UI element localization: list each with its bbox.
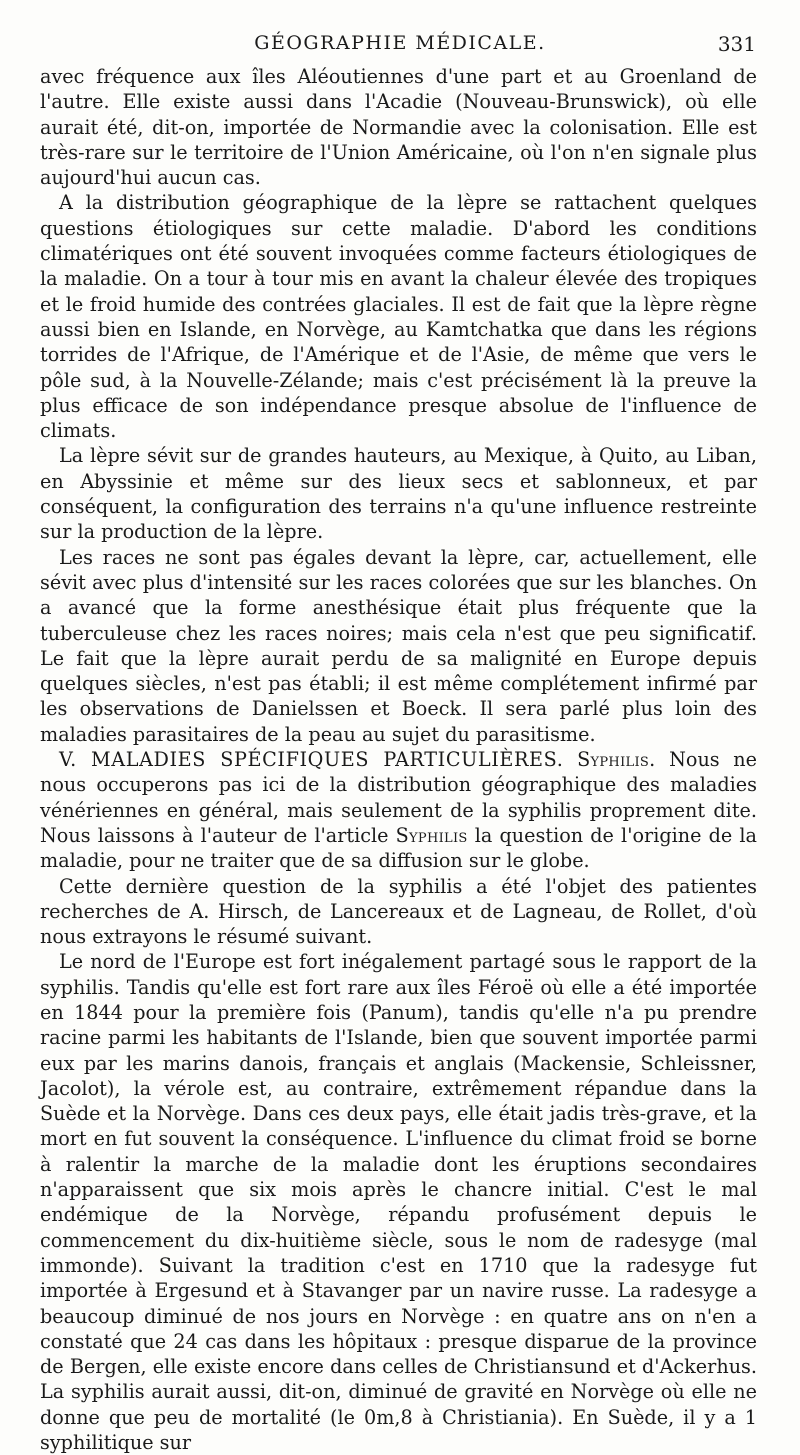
article-reference: Syphilis: [395, 823, 468, 847]
section-paragraph: [40, 747, 757, 873]
paragraph: avec fréquence aux îles Aléoutiennes d'une part et au Groenland de l'autre. Elle existe aussi dans l'Acadie (Nouveau-Brunswick), où elle aurait été, dit-on, importée de Normandie avec la colonisation. Elle est très-rare sur le territoire de l'Union Américaine, où l'on n'en signale plus aujourd'hui aucun cas.: [40, 65, 757, 190]
paragraph: A la distribution géographique de la lèpre se rattachent quelques questions étiologiques sur cette maladie. D'abord les conditions climatériques ont été souvent invoquées comme facteurs étiologiques de la maladie. On a tour à tour mis en avant la chaleur élevée des tropiques et le froid humide des contrées glaciales. Il est de fait que la lèpre règne aussi bien en Islande, en Norvège, au Kamtchatka que dans les régions torrides de l'Afrique, de l'Amérique et de l'Asie, de même que vers le pôle sud, à la Nouvelle-Zélande; mais c'est précisément là la preuve la plus efficace de son indépendance presque absolue de l'influence de climats.: [40, 191, 757, 443]
section-text-after-ref: la question de l'origine de la maladie, pour ne traiter que de sa diffusion sur le globe.: [40, 823, 757, 873]
paragraph: Le nord de l'Europe est fort inégalement partagé sous le rapport de la syphilis. Tandis qu'elle est fort rare aux îles Féroë où elle a été importée en 1844 pour la première fois (Panum), tandis qu'elle n'a pu prendre racine parmi les habitants de l'Islande, bien que souvent importée parmi eux par les marins danois, français et anglais (Mackensie, Schleissner, Jacolot), la vérole est, au contraire, extrêmement répandue dans la Suède et la Norvège. Dans ces deux pays, elle était jadis très-grave, et la mort en fut souvent la conséquence. L'influence du climat froid se borne à ralentir la marche de la maladie dont les éruptions secondaires n'apparaissent que six mois après le chancre initial. C'est le mal endémique de la Norvège, répandu profusément depuis le commencement du dix-huitième siècle, sous le nom de radesyge (mal immonde). Suivant la tradition c'est en 1710 que la radesyge fut importée à Ergesund et à Stavanger par un navire russe. La radesyge a beaucoup diminué de nos jours en Norvège : en quatre ans on n'en a constaté que 24 cas dans les hôpitaux : presque disparue de la province de Bergen, elle existe encore dans celles de Christiansund et d'Ackerhus. La syphilis aurait aussi, dit-on, diminué de gravité en Norvège où elle ne donne que peu de mortalité (le 0m,8 à Christiania). En Suède, il y a 1 syphilitique sur: [40, 950, 757, 1455]
section-heading: V. MALADIES SPÉCIFIQUES PARTICULIÈRES.: [59, 748, 564, 772]
section-text-before-ref: Nous ne nous occuperons pas ici de la distribution géographique des maladies vénériennes en général, mais seulement de la syphilis proprement dite. Nous laissons à l'auteur de l'article: [40, 748, 757, 847]
page-header: [40, 28, 760, 58]
section-subheading: Syphilis.: [577, 748, 656, 772]
page-number: 331: [717, 32, 756, 56]
body-text: [40, 64, 757, 1455]
running-head: GÉOGRAPHIE MÉDICALE.: [254, 32, 546, 54]
paragraph: Cette dernière question de la syphilis a été l'objet des patientes recherches de A. Hirsch, de Lancereaux et de Lagneau, de Rollet, d'où nous extrayons le résumé suivant.: [40, 874, 757, 949]
paragraph: Les races ne sont pas égales devant la lèpre, car, actuellement, elle sévit avec plus d'intensité sur les races colorées que sur les blanches. On a avancé que la forme anesthésique était plus fréquente que la tuberculeuse chez les races noires; mais cela n'est que peu significatif. Le fait que la lèpre aurait perdu de sa malignité en Europe depuis quelques siècles, n'est pas établi; il est même complétement infirmé par les observations de Danielssen et Boeck. Il sera parlé plus loin des maladies parasitaires de la peau au sujet du parasitisme.: [40, 545, 757, 746]
paragraph: La lèpre sévit sur de grandes hauteurs, au Mexique, à Quito, au Liban, en Abyssinie et même sur des lieux secs et sablonneux, et par conséquent, la configuration des terrains n'a qu'une influence restreinte sur la production de la lèpre.: [40, 444, 757, 544]
